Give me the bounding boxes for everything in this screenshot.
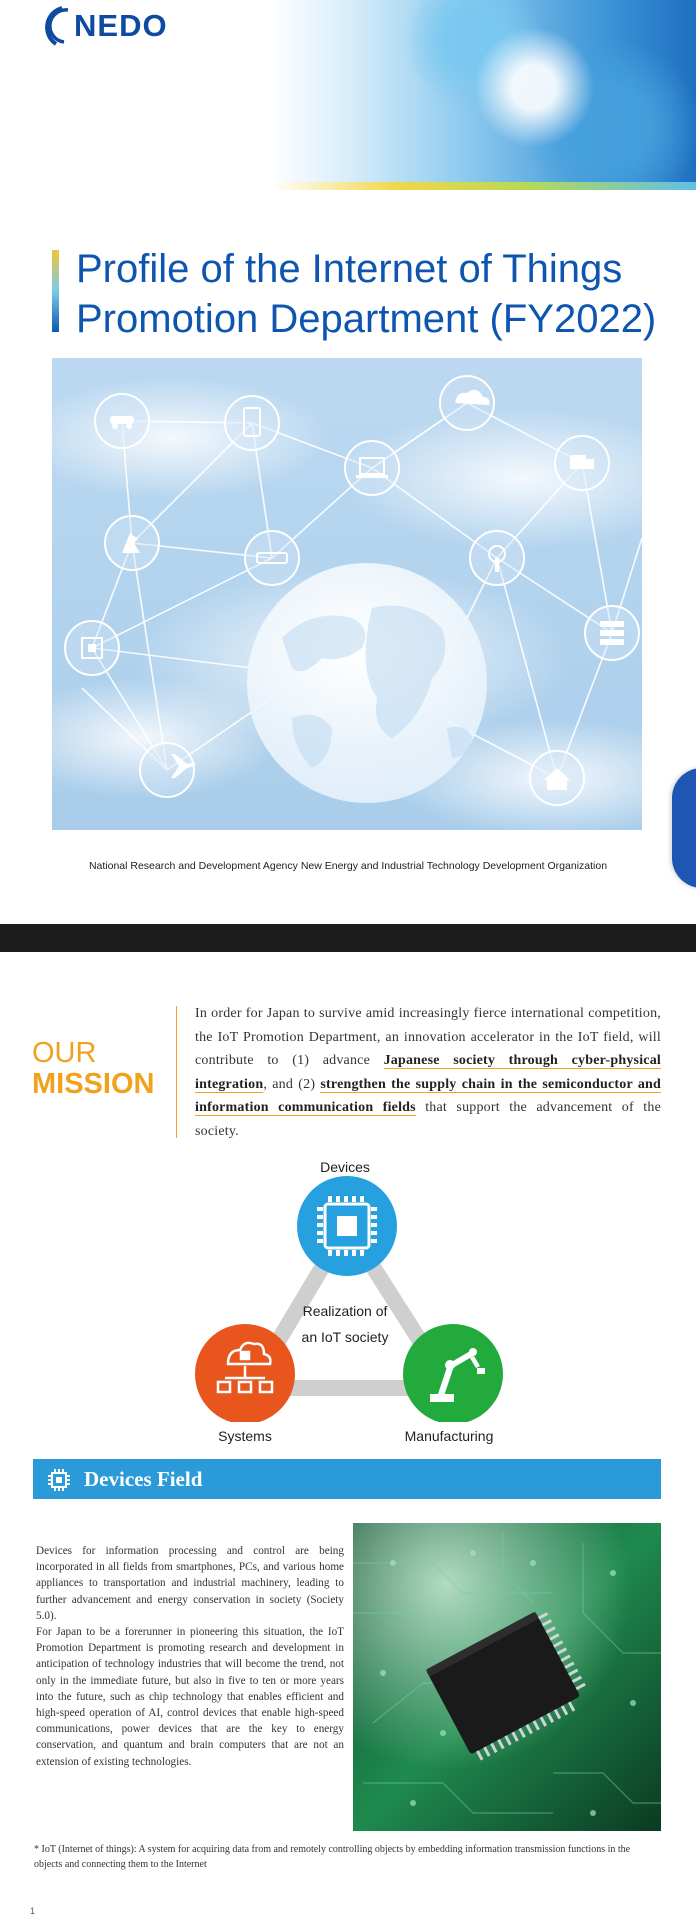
devices-field-paragraph-1: Devices for information processing and control are being incorporated in all fields from smartphones, PCs, and various home appliances to transportation and industrial machinery, leading to further advancement and energy conservation in society (Society 5.0). [36, 1545, 344, 1622]
banner-color-stripe [270, 182, 696, 190]
manufacturing-circle [403, 1324, 503, 1422]
mission-statement [195, 1002, 661, 1143]
iot-society-diagram [190, 1152, 510, 1422]
mission-heading [32, 1038, 172, 1100]
page-title [76, 244, 676, 344]
title-accent-bar [52, 250, 59, 332]
title-line-2: Promotion Department (FY2022) [76, 297, 657, 341]
cover-page [0, 0, 696, 924]
devices-field-body [36, 1543, 344, 1770]
content-page [0, 952, 696, 1922]
circuit-board-chip-photo [353, 1523, 661, 1831]
page-separator [0, 924, 696, 952]
mission-heading-our: OUR [32, 1037, 97, 1069]
diagram-center-line2: an IoT society [301, 1329, 389, 1345]
organization-caption: National Research and Development Agency New Energy and Industrial Technology Development Organization [88, 860, 608, 872]
title-line-1: Profile of the Internet of Things [76, 247, 623, 291]
mission-text-part2: , and (2) [263, 1076, 321, 1092]
header-banner [0, 0, 696, 190]
nedo-logo-text: NEDO [74, 8, 168, 43]
devices-field-title: Devices Field [84, 1467, 203, 1491]
mission-text-part3: that support the advancement of the society. [195, 1100, 661, 1139]
page-number: 1 [30, 1906, 36, 1916]
mission-heading-mission: MISSION [32, 1068, 155, 1100]
iot-footnote: * IoT (Internet of things): A system for acquiring data from and remotely controlling objects by embedding information transmission functions in the objects and connecting them to the Internet [34, 1844, 631, 1870]
mission-divider [176, 1006, 177, 1138]
devices-circle [297, 1176, 397, 1276]
nedo-logo [40, 4, 168, 48]
diagram-label-systems: Systems [218, 1428, 272, 1444]
mission-highlight-1: Japanese society through cyber-physical integration [195, 1053, 662, 1092]
devices-field-paragraph-2: For Japan to be a forerunner in pioneering this situation, the IoT Promotion Department is promoting research and development in anticipation of technology industries that will become the trend, not only in the immediate future, but also in five to ten or more years into the future, such as chip technology that enables efficient and high-speed operation of AI, control devices that enable high-speed communications, power devices that are the key to energy conservation, and quantum and brain computers that are not an extension of existing technologies. [36, 1626, 344, 1768]
side-navigation-tab[interactable] [672, 768, 696, 888]
mission-highlight-2: strengthen the supply chain in the semiconductor and information communication fields [195, 1076, 661, 1115]
banner-sky-image [270, 0, 696, 182]
diagram-label-manufacturing: Manufacturing [404, 1428, 494, 1444]
mission-text-part1: In order for Japan to survive amid increasingly fierce international competition, the IoT Promotion Department, an innovation accelerator in the IoT field, will contribute to (1) advance [195, 1006, 661, 1068]
iot-network-globe-image [52, 358, 642, 830]
diagram-center-line1: Realization of [302, 1303, 388, 1319]
chip-icon [47, 1468, 71, 1492]
diagram-label-devices: Devices [320, 1159, 370, 1175]
